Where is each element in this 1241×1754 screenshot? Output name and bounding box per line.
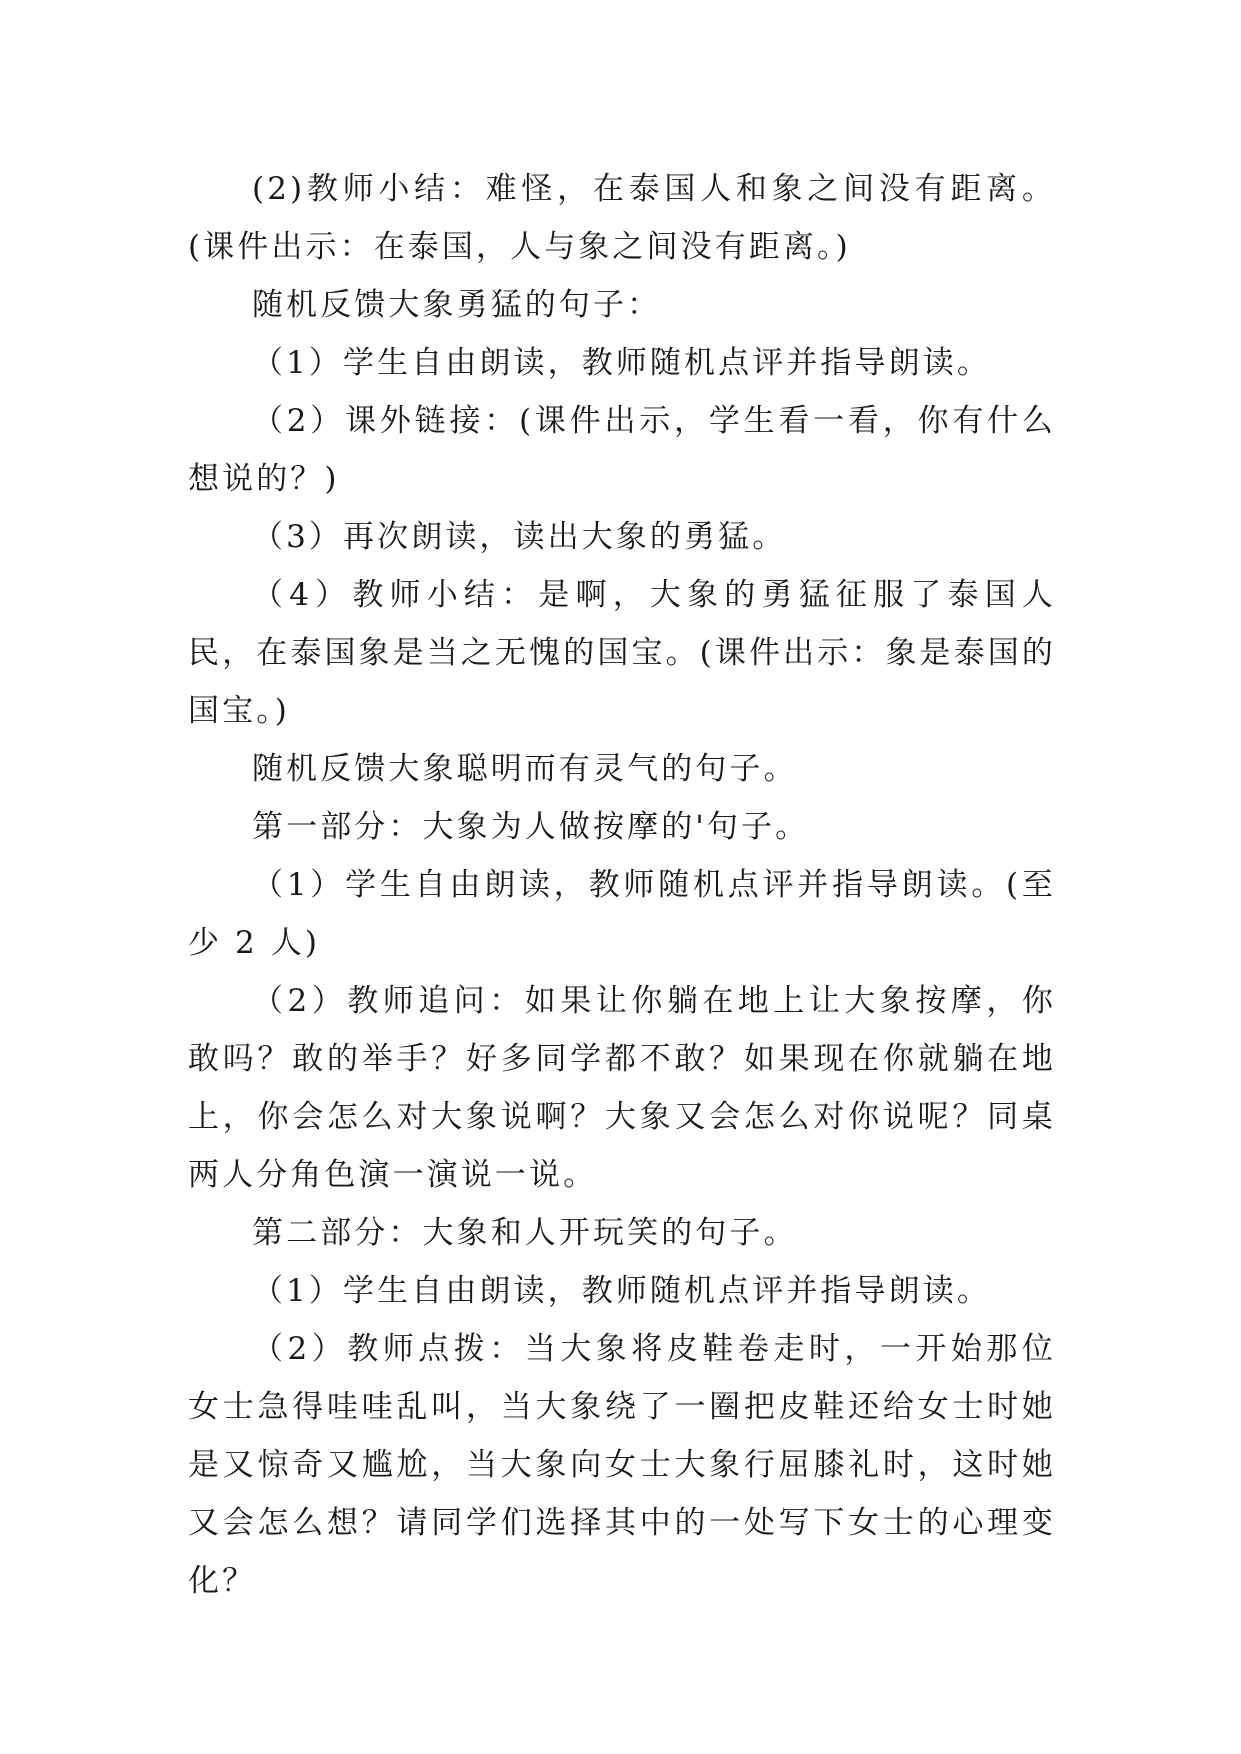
paragraph-part-two-heading: 第二部分：大象和人开玩笑的句子。 (252, 1215, 798, 1251)
paragraph-part-one-heading: 第一部分：大象为人做按摩的'句子。 (252, 809, 810, 845)
document-body (188, 160, 1056, 1610)
paragraph-part-one-step-1: （1）学生自由朗读，教师随机点评并指导朗读。(至少 2 人) (188, 867, 1056, 961)
paragraph-step-3-reread: （3）再次朗读，读出大象的勇猛。 (252, 519, 787, 555)
paragraph-part-one-step-2: （2）教师追问：如果让你躺在地上让大象按摩，你敢吗？敢的举手？好多同学都不敢？如果现在你就躺在地上，你会怎么对大象说啊？大象又会怎么对你说呢？同桌两人分角色演一演说一说。 (188, 983, 1056, 1193)
paragraph-part-two-step-1: （1）学生自由朗读，教师随机点评并指导朗读。 (252, 1273, 991, 1309)
paragraph-part-two-step-2: （2）教师点拨：当大象将皮鞋卷走时，一开始那位女士急得哇哇乱叫，当大象绕了一圈把皮鞋还给女士时她是又惊奇又尴尬，当大象向女士大象行屈膝礼时，这时她又会怎么想？请同学们选择其中的一处写下女士的心理变化？ (188, 1331, 1056, 1599)
paragraph-feedback-brave: 随机反馈大象勇猛的句子： (252, 287, 662, 323)
paragraph-step-2-link: （2）课外链接：(课件出示，学生看一看，你有什么想说的？) (188, 403, 1056, 497)
paragraph-step-4-summary: （4）教师小结：是啊，大象的勇猛征服了泰国人民，在泰国象是当之无愧的国宝。(课件出示：象是泰国的国宝。) (188, 577, 1056, 729)
paragraph-feedback-clever: 随机反馈大象聪明而有灵气的句子。 (252, 751, 798, 787)
paragraph-teacher-summary-distance: (2)教师小结：难怪，在泰国人和象之间没有距离。(课件出示：在泰国，人与象之间没有距离。) (188, 171, 1056, 265)
paragraph-step-1-read: （1）学生自由朗读，教师随机点评并指导朗读。 (252, 345, 991, 381)
